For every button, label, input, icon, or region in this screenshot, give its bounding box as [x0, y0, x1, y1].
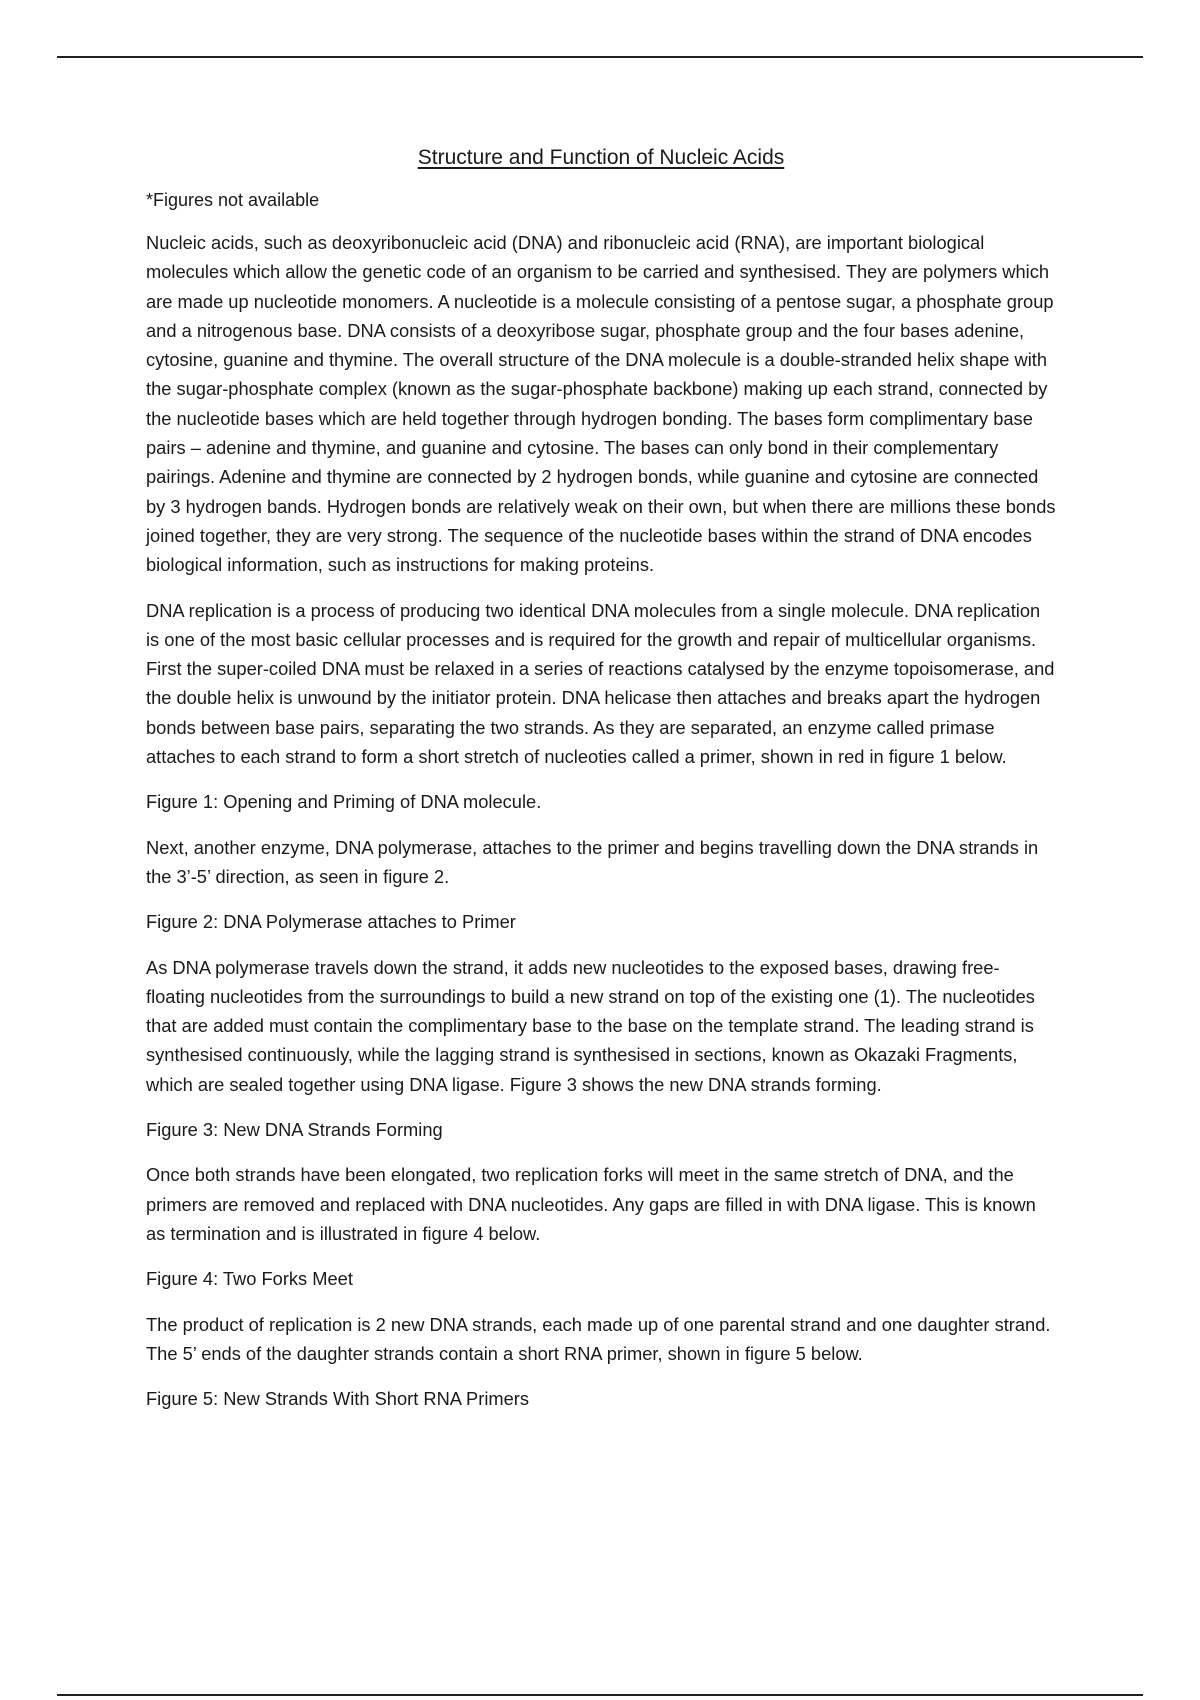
page-title: Structure and Function of Nucleic Acids — [417, 146, 785, 169]
figures-note: *Figures not available — [146, 190, 320, 210]
paragraph-polymerase: Next, another enzyme, DNA polymerase, attaches to the primer and begins travelling down the DNA strands in the 3’-5’ direction, as seen in figure 2. — [146, 836, 1039, 887]
top-rule — [57, 56, 1143, 58]
paragraph-product: The product of replication is 2 new DNA strands, each made up of one parental strand and one daughter strand. The 5’ ends of the daughter strands contain a short RNA primer, shown in figure 5 below. — [146, 1313, 1051, 1364]
paragraph-termination: Once both strands have been elongated, two replication forks will meet in the same stretch of DNA, and the primers are removed and replaced with DNA nucleotides. Any gaps are filled in with DNA ligase. This is known as termination and is illustrated in figure 4 below. — [146, 1164, 1036, 1244]
paragraph-elongation: As DNA polymerase travels down the strand, it adds new nucleotides to the exposed bases, drawing free-floating nucleotides from the surroundings to build a new strand on top of the existing one (1). The nucleotides that are added must contain the complimentary base to the base on the template strand. The leading strand is synthesised continuously, while the lagging strand is synthesised in sections, known as Okazaki Fragments, which are sealed together using DNA ligase. Figure 3 shows the new DNA strands forming. — [146, 956, 1035, 1095]
page-body — [146, 145, 1056, 1429]
figure-4-caption: Figure 4: Two Forks Meet — [146, 1268, 353, 1290]
paragraph-dna-replication: DNA replication is a process of producing two identical DNA molecules from a single molecule. DNA replication is one of the most basic cellular processes and is required for the growth and repair of multicellular organisms. First the super-coiled DNA must be relaxed in a series of reactions catalysed by the enzyme topoisomerase, and the double helix is unwound by the initiator protein. DNA helicase then attaches and breaks apart the hydrogen bonds between base pairs, separating the two strands. As they are separated, an enzyme called primase attaches to each strand to form a short stretch of nucleoties called a primer, shown in red in figure 1 below. — [146, 599, 1055, 768]
figure-5-caption: Figure 5: New Strands With Short RNA Primers — [146, 1388, 530, 1410]
bottom-rule — [57, 1694, 1143, 1696]
figure-3-caption: Figure 3: New DNA Strands Forming — [146, 1119, 443, 1141]
figure-2-caption: Figure 2: DNA Polymerase attaches to Primer — [146, 911, 516, 933]
figure-1-caption: Figure 1: Opening and Priming of DNA molecule. — [146, 791, 542, 813]
paragraph-nucleic-acids: Nucleic acids, such as deoxyribonucleic acid (DNA) and ribonucleic acid (RNA), are important biological molecules which allow the genetic code of an organism to be carried and synthesised. They are polymers which are made up nucleotide monomers. A nucleotide is a molecule consisting of a pentose sugar, a phosphate group and a nitrogenous base. DNA consists of a deoxyribose sugar, phosphate group and the four bases adenine, cytosine, guanine and thymine. The overall structure of the DNA molecule is a double-stranded helix shape with the sugar-phosphate complex (known as the sugar-phosphate backbone) making up each strand, connected by the nucleotide bases which are held together through hydrogen bonding. The bases form complimentary base pairs – adenine and thymine, and guanine and cytosine. The bases can only bond in their complementary pairings. Adenine and thymine are connected by 2 hydrogen bonds, while guanine and cytosine are connected by 3 hydrogen bands. Hydrogen bonds are relatively weak on their own, but when there are millions these bonds joined together, they are very strong. The sequence of the nucleotide bases within the strand of DNA encodes biological information, such as instructions for making proteins. — [146, 232, 1056, 576]
